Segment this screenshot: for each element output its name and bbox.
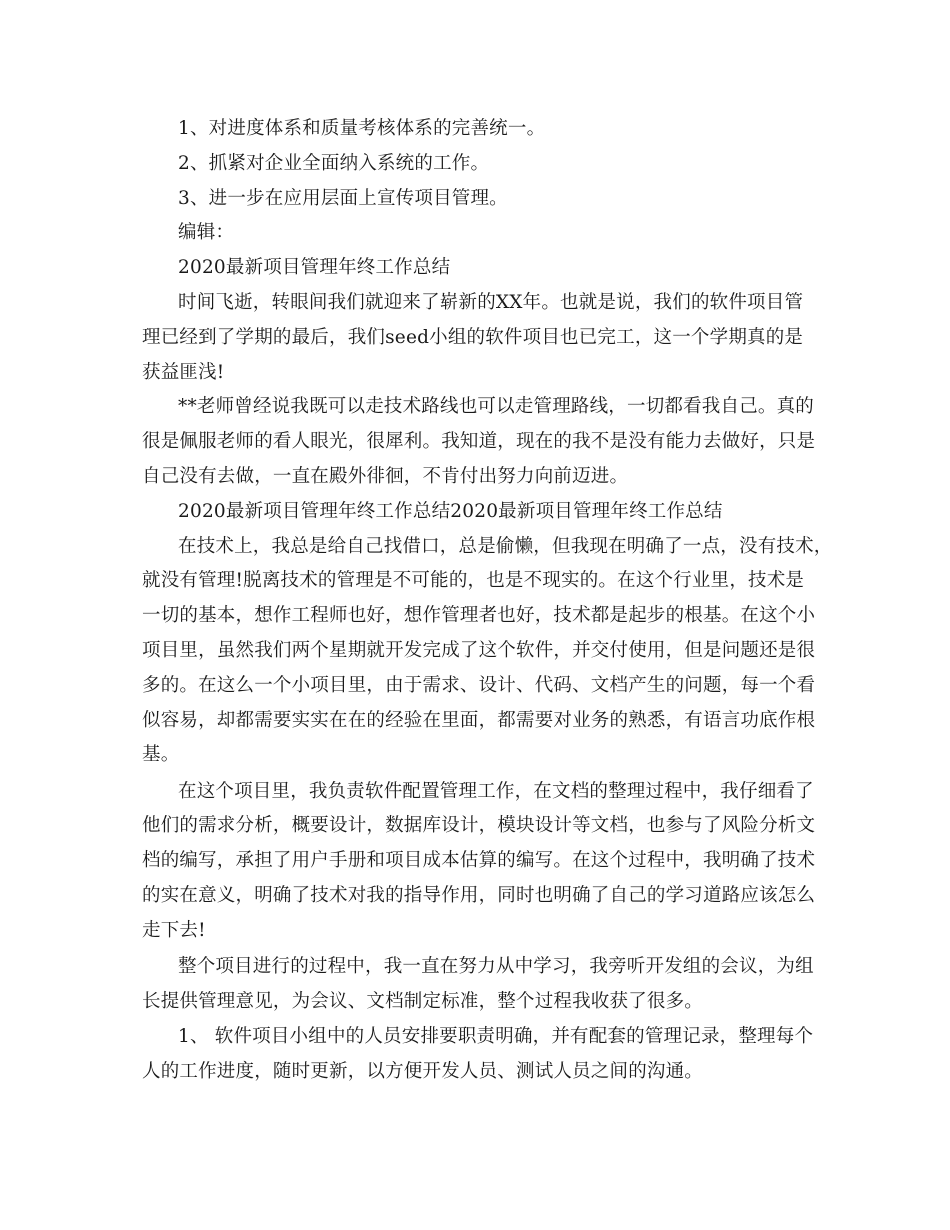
paragraph-line: 似容易，却都需要实实在在的经验在里面，都需要对业务的熟悉，有语言功底作根	[142, 709, 816, 731]
section-title: 2020最新项目管理年终工作总结	[178, 257, 451, 279]
paragraph-line: 档的编写，承担了用户手册和项目成本估算的编写。在这个过程中，我明确了技术	[142, 850, 816, 872]
paragraph-line: 在这个项目里，我负责软件配置管理工作，在文档的整理过程中，我仔细看了	[178, 780, 814, 802]
paragraph-line: 基。	[142, 744, 180, 766]
section-title: 2020最新项目管理年终工作总结2020最新项目管理年终工作总结	[178, 500, 723, 522]
paragraph-line: 时间飞逝，转眼间我们就迎来了崭新的XX年。也就是说，我们的软件项目管	[178, 291, 804, 313]
list-item: 2、抓紧对企业全面纳入系统的工作。	[178, 152, 490, 174]
paragraph-line: 整个项目进行的过程中，我一直在努力从中学习，我旁听开发组的会议，为组	[178, 956, 814, 978]
document-body	[142, 112, 833, 1089]
list-item: 1、对进度体系和质量考核体系的完善统一。	[178, 118, 546, 139]
paragraph-line: 的实在意义，明确了技术对我的指导作用，同时也明确了自己的学习道路应该怎么	[142, 885, 816, 907]
paragraph-line: 一切的基本，想作工程师也好，想作管理者也好，技术都是起步的根基。在这个小	[142, 605, 816, 627]
paragraph-line: 自己没有去做，一直在殿外徘徊，不肯付出努力向前迈进。	[142, 465, 629, 487]
paragraph-line: 理已经到了学期的最后，我们seed小组的软件项目也已完工，这一个学期真的是	[142, 326, 804, 348]
paragraph-line: **老师曾经说我既可以走技术路线也可以走管理路线，一切都看我自己。真的	[178, 396, 815, 418]
list-item: 3、进一步在应用层面上宣传项目管理。	[178, 187, 508, 209]
paragraph-line: 很是佩服老师的看人眼光，很犀利。我知道，现在的我不是没有能力去做好，只是	[142, 431, 816, 453]
paragraph-line: 人的工作进度，随时更新，以方便开发人员、测试人员之间的沟通。	[142, 1060, 704, 1082]
edit-label: 编辑：	[178, 222, 235, 244]
paragraph-line: 他们的需求分析，概要设计，数据库设计，模块设计等文档，也参与了风险分析文	[142, 815, 816, 837]
paragraph-line: 走下去!	[142, 919, 206, 941]
paragraph-line: 就没有管理!脱离技术的管理是不可能的，也是不现实的。在这个行业里，技术是	[142, 570, 805, 592]
paragraph-line: 长提供管理意见，为会议、文档制定标准，整个过程我收获了很多。	[142, 990, 704, 1012]
paragraph-line: 获益匪浅!	[142, 361, 225, 383]
paragraph-line: 在技术上，我总是给自己找借口，总是偷懒，但我现在明确了一点，没有技术，	[178, 535, 833, 557]
paragraph-line: 多的。在这么一个小项目里，由于需求、设计、代码、文档产生的问题，每一个看	[142, 674, 816, 696]
list-item: 1、 软件项目小组中的人员安排要职责明确，并有配套的管理记录，整理每个	[178, 1025, 814, 1047]
paragraph-line: 项目里，虽然我们两个星期就开发完成了这个软件，并交付使用，但是问题还是很	[142, 639, 816, 661]
